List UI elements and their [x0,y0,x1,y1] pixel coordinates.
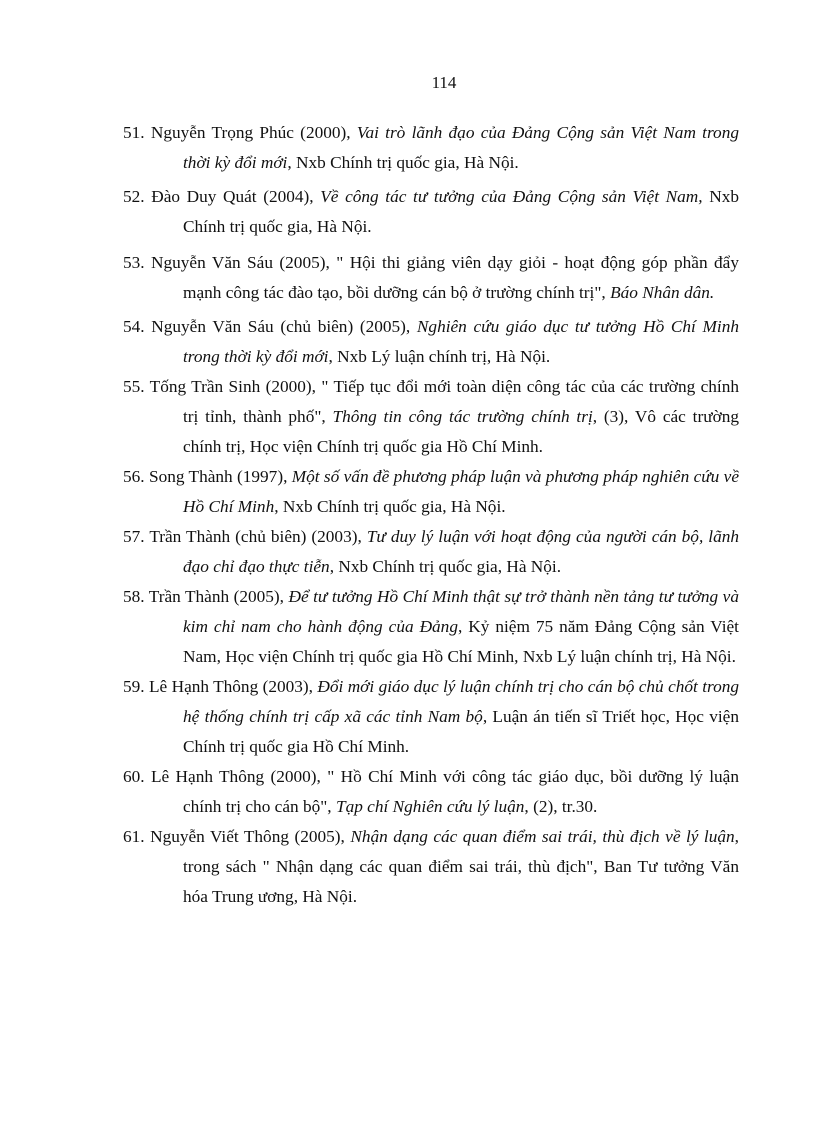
reference-item [123,822,739,912]
reference-title: Một số vấn đề phương pháp luận và phương pháp nghiên cứu về Hồ Chí Minh [183,467,739,516]
reference-item [123,372,739,462]
reference-item [123,182,739,242]
reference-author: Song Thành (1997), [148,467,288,486]
reference-title: Nghiên cứu giáo dục tư tưởng Hồ Chí Minh trong thời kỳ đổi mới [183,317,739,366]
reference-item [123,672,739,762]
reference-author: Lê Hạnh Thông (2003), [149,677,313,696]
reference-number: 61. [123,827,145,846]
reference-author: Nguyễn Văn Sáu (2005), " Hội thi giảng viên dạy giỏi - hoạt động góp phần đẩy mạnh công tác đào tạo, bồi dưỡng cán bộ ở trường chính trị", [151,253,739,302]
reference-author: Đào Duy Quát (2004), [151,187,314,206]
reference-number: 54. [123,317,145,336]
reference-number: 57. [123,527,145,546]
reference-number: 52. [123,187,145,206]
reference-publisher: , Kỷ niệm 75 năm Đảng Cộng sản Việt Nam, Học viện Chính trị quốc gia Hồ Chí Minh, Nxb Lý luận chính trị, Hà Nội. [183,617,739,666]
reference-title: Vai trò lãnh đạo của Đảng Cộng sản Việt Nam trong thời kỳ đổi mới [183,123,739,172]
reference-publisher: , Nxb Chính trị quốc gia, Hà Nội. [287,153,519,172]
reference-publisher: , trong sách " Nhận dạng các quan điểm sai trái, thù địch", Ban Tư tưởng Văn hóa Trung ương, Hà Nội. [183,827,739,906]
reference-publisher: , Luận án tiến sĩ Triết học, Học viện Chính trị quốc gia Hồ Chí Minh. [183,707,739,756]
reference-item [123,312,739,372]
reference-author: Nguyễn Trọng Phúc (2000), [150,123,351,142]
reference-publisher: Nxb Chính trị quốc gia, Hà Nội. [183,187,740,236]
page-number: 114 [431,73,457,92]
reference-title: Về công tác tư tưởng của Đảng Cộng sản Việt Nam, [320,187,703,206]
reference-title: Để tư tưởng Hồ Chí Minh thật sự trở thành nền tảng tư tưởng và kim chỉ nam cho hành động của Đảng [183,587,739,636]
reference-item [123,248,739,308]
reference-publisher: , Nxb Lý luận chính trị, Hà Nội. [328,347,551,366]
reference-number: 51. [123,123,145,142]
reference-publisher: , Nxb Chính trị quốc gia, Hà Nội. [329,557,562,576]
reference-number: 59. [123,677,145,696]
reference-item [123,522,739,582]
reference-item [123,462,739,522]
reference-title: Tạp chí Nghiên cứu lý luận [335,797,525,816]
reference-author: Trần Thành (chủ biên) (2003), [149,527,362,546]
reference-title: Báo Nhân dân. [610,283,715,302]
reference-author: Nguyễn Văn Sáu (chủ biên) (2005), [151,317,411,336]
reference-author: Nguyễn Viết Thông (2005), [150,827,345,846]
reference-author: Tống Trần Sinh (2000), " Tiếp tục đổi mới toàn diện công tác của các trường chính trị tỉnh, thành phố", [149,377,739,426]
reference-title: Đổi mới giáo dục lý luận chính trị cho cán bộ chủ chốt trong hệ thống chính trị cấp xã các tỉnh Nam bộ [183,677,739,726]
reference-title: Tư duy lý luận với hoạt động của người cán bộ, lãnh đạo chỉ đạo thực tiễn [183,527,739,576]
reference-publisher: , Nxb Chính trị quốc gia, Hà Nội. [274,497,506,516]
reference-publisher: , (3), Vô các trường chính trị, Học viện Chính trị quốc gia Hồ Chí Minh. [183,407,739,456]
reference-publisher: , (2), tr.30. [524,797,598,816]
reference-author: Trần Thành (2005), [148,587,284,606]
reference-item [123,118,739,178]
reference-number: 55. [123,377,145,396]
reference-author: Lê Hạnh Thông (2000), " Hồ Chí Minh với công tác giáo dục, bồi dưỡng lý luận chính trị cho cán bộ", [150,767,739,816]
reference-number: 56. [123,467,145,486]
reference-list [123,118,739,912]
reference-item [123,582,739,672]
reference-item [123,762,739,822]
reference-title: Nhận dạng các quan điểm sai trái, thù địch về lý luận [350,827,735,846]
reference-number: 53. [123,253,145,272]
reference-number: 58. [123,587,145,606]
reference-number: 60. [123,767,145,786]
reference-title: Thông tin công tác trường chính trị [332,407,593,426]
